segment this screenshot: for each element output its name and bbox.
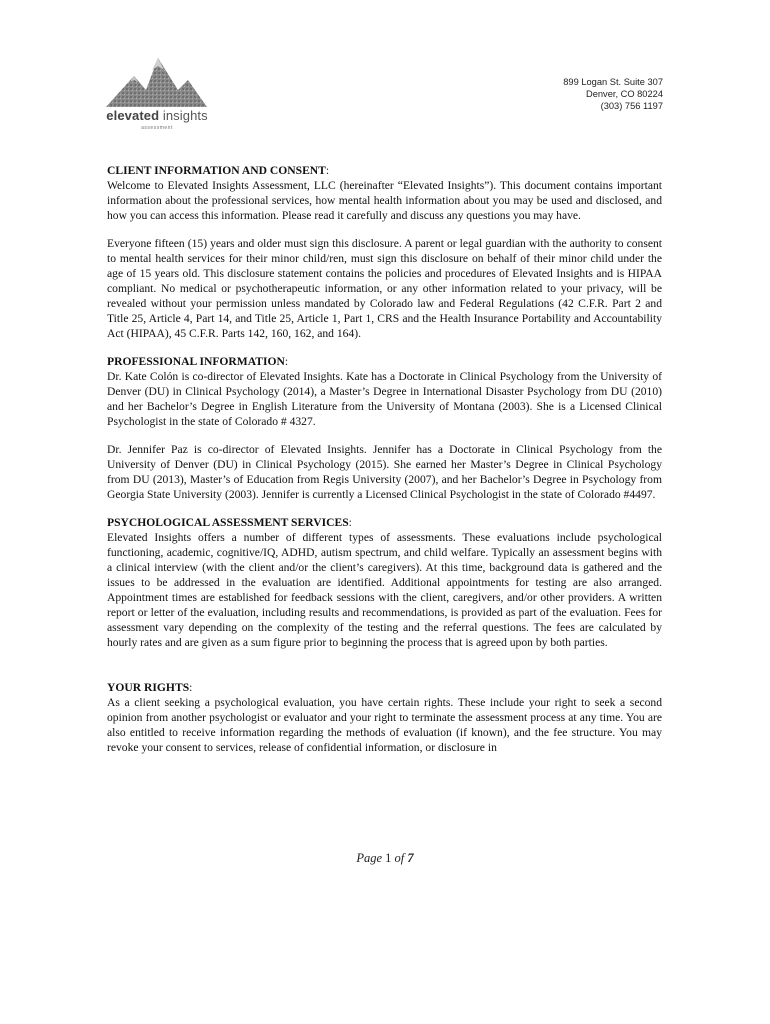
page-of-label: of bbox=[394, 851, 405, 865]
paragraph: Elevated Insights offers a number of different types of assessments. These evaluations include psychological functioning, academic, cognitive/IQ, ADHD, autism spectrum, and child welfare. Typically an assessment begins with a clinical interview (with the client and/or the client’s caregivers). At this time, background data is gathered and the issues to be addressed in the evaluation are identified. Additional appointments for testing are also arranged. Appointment times are established for feedback sessions with the client, caregivers, and/or other providers. A written report or letter of the evaluation, including results and recommendations, is provided as part of the evaluation. Fees for assessment vary depending on the complexity of the testing and the referral questions. The fees are calculated by hourly rates and are given as a sum figure prior to beginning the process that is agreed upon by both parties. bbox=[107, 531, 662, 649]
section-heading: PSYCHOLOGICAL ASSESSMENT SERVICES bbox=[107, 516, 349, 529]
logo-subtitle: assessment bbox=[141, 125, 173, 131]
section-heading: CLIENT INFORMATION AND CONSENT bbox=[107, 164, 326, 177]
section-assessment-services: PSYCHOLOGICAL ASSESSMENT SERVICES: Elevated Insights offers a number of different types of assessments. These evaluations include psychological functioning, academic, cognitive/IQ, ADHD, autism spectrum, and child welfare. Typically an assessment begins with a clinical interview (with the client and/or the client’s caregivers). At this time, background data is gathered and the issues to be addressed in the evaluation are identified. Additional appointments for testing are also arranged. Appointment times are established for feedback sessions with the client, caregivers, and/or other providers. A written report or letter of the evaluation, including results and recommendations, is provided as part of the evaluation. Fees for assessment vary depending on the complexity of the testing and the referral questions. The fees are calculated by hourly rates and are given as a sum figure prior to beginning the process that is agreed upon by both parties. bbox=[107, 516, 662, 649]
section-client-information: CLIENT INFORMATION AND CONSENT: Welcome to Elevated Insights Assessment, LLC (hereinafter “Elevated Insights”). This document contains important information about the professional services, how mental health information about you may be used and disclosed, and how you can access this information. Please read it carefully and discuss any questions you may have. Everyone fifteen (15) years and older must sign this disclosure. A parent or legal guardian with the authority to consent to mental health services for their minor child/ren, must sign this disclosure on behalf of their minor child under the age of 15 years old. This disclosure statement contains the policies and procedures of Elevated Insights and is HIPAA compliant. No medical or psychotherapeutic information, or any other information related to your privacy, will be revealed without your permission unless mandated by Colorado law and Federal Regulations (42 C.F.R. Part 2 and Title 25, Article 4, Part 14, and Title 25, Article 1, Part 1, CRS and the Health Insurance Portability and Accountability Act (HIPAA), 45 C.F.R. Parts 142, 160, 162, and 164). bbox=[107, 164, 662, 340]
logo-wordmark: elevated insights bbox=[106, 108, 208, 123]
address-line-city: Denver, CO 80224 bbox=[585, 89, 663, 99]
paragraph: Dr. Kate Colón is co-director of Elevated Insights. Kate has a Doctorate in Clinical Psychology from the University of Denver (DU) in Clinical Psychology (2014), a Master’s Degree in International Disaster Psychology from DU (2010) and her Bachelor’s Degree in English Literature from the University of Montana (2003). She is a Licensed Clinical Psychologist in the state of Colorado # 4327. bbox=[107, 370, 662, 428]
section-heading: PROFESSIONAL INFORMATION bbox=[107, 355, 285, 368]
paragraph: As a client seeking a psychological evaluation, you have certain rights. These include your right to seek a second opinion from another psychologist or evaluator and your right to terminate the assessment process at any time. You are also entitled to receive information regarding the methods of evaluation (if known), and the fee structure. You may revoke your consent to services, release of confidential information, or disclosure in bbox=[107, 696, 662, 754]
paragraph: Welcome to Elevated Insights Assessment, LLC (hereinafter “Elevated Insights”). This document contains important information about the professional services, how mental health information about you may be used and disclosed, and how you can access this information. Please read it carefully and discuss any questions you may have. bbox=[107, 179, 662, 222]
section-spacer bbox=[107, 663, 662, 680]
page-total: 7 bbox=[407, 851, 414, 865]
address-line-street: 899 Logan St. Suite 307 bbox=[563, 77, 663, 87]
section-your-rights: YOUR RIGHTS: As a client seeking a psychological evaluation, you have certain rights. These include your right to seek a second opinion from another psychologist or evaluator and your right to terminate the assessment process at any time. You are also entitled to receive information regarding the methods of evaluation (if known), and the fee structure. You may revoke your consent to services, release of confidential information, or disclosure in bbox=[107, 681, 662, 754]
page-label: Page bbox=[356, 851, 383, 865]
paragraph: Dr. Jennifer Paz is co-director of Elevated Insights. Jennifer has a Doctorate in Clinical Psychology from the University of Denver (DU) in Clinical Psychology (2015). She earned her Master’s Degree in Clinical Psychology from DU (2013), Master’s of Education from Regis University (2007), and her Bachelor’s Degree in Psychology from Georgia State University (2003). Jennifer is currently a Licensed Clinical Psychologist in the state of Colorado #4497. bbox=[107, 443, 662, 501]
address-line-phone: (303) 756 1197 bbox=[600, 101, 663, 111]
page-number: 1 bbox=[385, 851, 392, 865]
section-heading: YOUR RIGHTS bbox=[107, 681, 190, 694]
mountain-logo-icon bbox=[106, 52, 208, 108]
section-professional-information: PROFESSIONAL INFORMATION: Dr. Kate Colón is co-director of Elevated Insights. Kate has a Doctorate in Clinical Psychology from the University of Denver (DU) in Clinical Psychology (2014), a Master’s Degree in International Disaster Psychology from DU (2010) and her Bachelor’s Degree in English Literature from the University of Montana (2003). She is a Licensed Clinical Psychologist in the state of Colorado # 4327. Dr. Jennifer Paz is co-director of Elevated Insights. Jennifer has a Doctorate in Clinical Psychology from the University of Denver (DU) in Clinical Psychology (2015). She earned her Master’s Degree in Clinical Psychology from DU (2013), Master’s of Education from Regis University (2007), and her Bachelor’s Degree in Psychology from Georgia State University (2003). Jennifer is currently a Licensed Clinical Psychologist in the state of Colorado #4497. bbox=[107, 355, 662, 501]
company-logo bbox=[106, 52, 208, 134]
page-footer bbox=[0, 851, 770, 866]
office-address bbox=[563, 76, 663, 112]
document-body bbox=[107, 163, 662, 768]
paragraph: Everyone fifteen (15) years and older must sign this disclosure. A parent or legal guardian with the authority to consent to mental health services for their minor child/ren, must sign this disclosure on behalf of their minor child under the age of 15 years old. This disclosure statement contains the policies and procedures of Elevated Insights and is HIPAA compliant. No medical or psychotherapeutic information, or any other information related to your privacy, will be revealed without your permission unless mandated by Colorado law and Federal Regulations (42 C.F.R. Part 2 and Title 25, Article 4, Part 14, and Title 25, Article 1, Part 1, CRS and the Health Insurance Portability and Accountability Act (HIPAA), 45 C.F.R. Parts 142, 160, 162, and 164). bbox=[107, 237, 662, 340]
